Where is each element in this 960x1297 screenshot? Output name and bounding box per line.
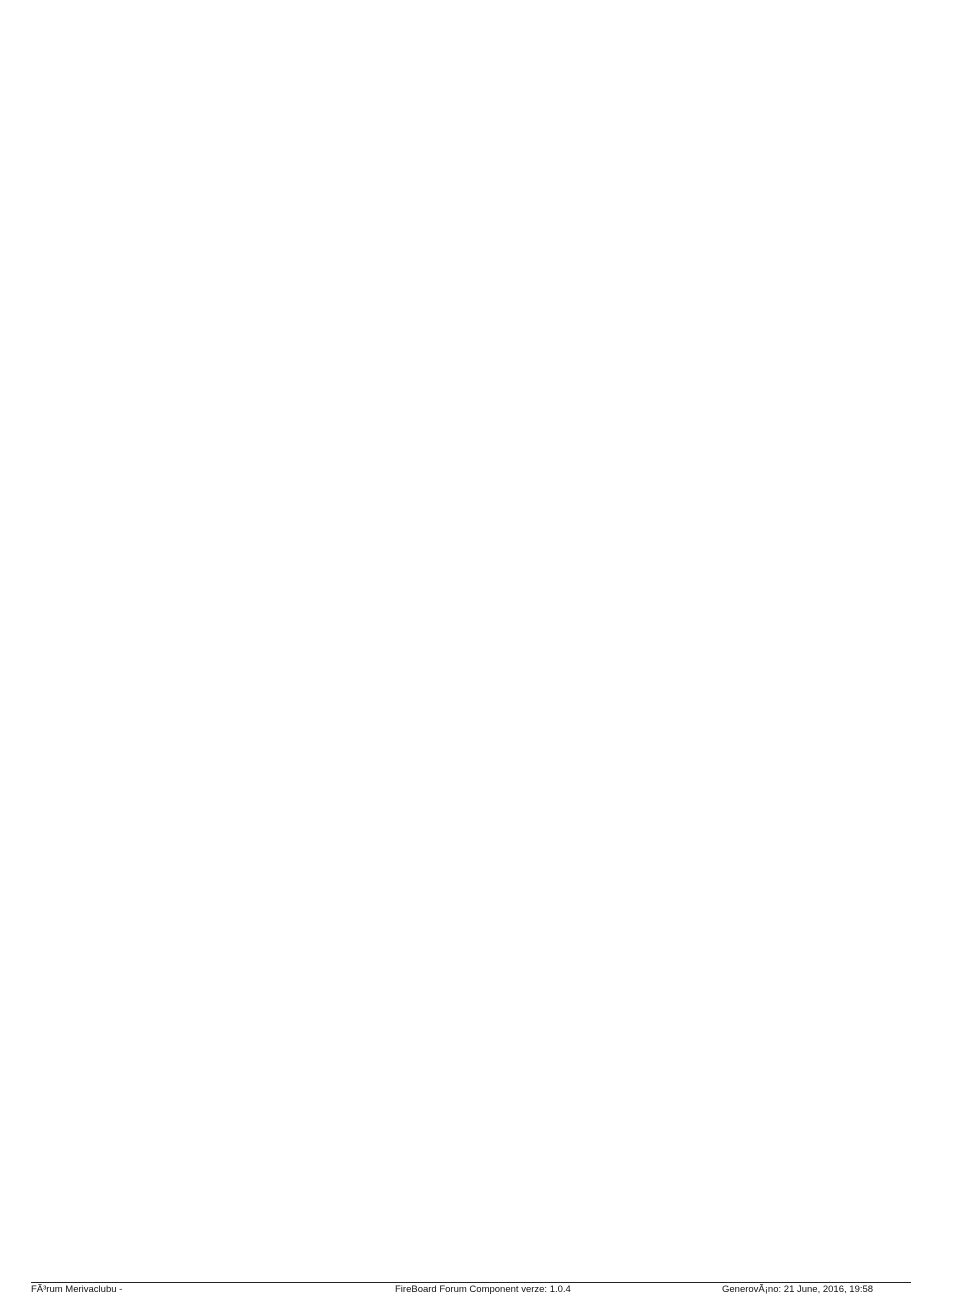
footer-generated-date: GenerovÃ¡no: 21 June, 2016, 19:58 — [722, 1284, 874, 1295]
footer-rule — [31, 1282, 911, 1283]
page-footer — [31, 1282, 911, 1296]
footer-site-name: FÃ³rum Merivaclubu - — [31, 1284, 123, 1295]
footer-component-version: FireBoard Forum Component verze: 1.0.4 — [395, 1284, 571, 1295]
